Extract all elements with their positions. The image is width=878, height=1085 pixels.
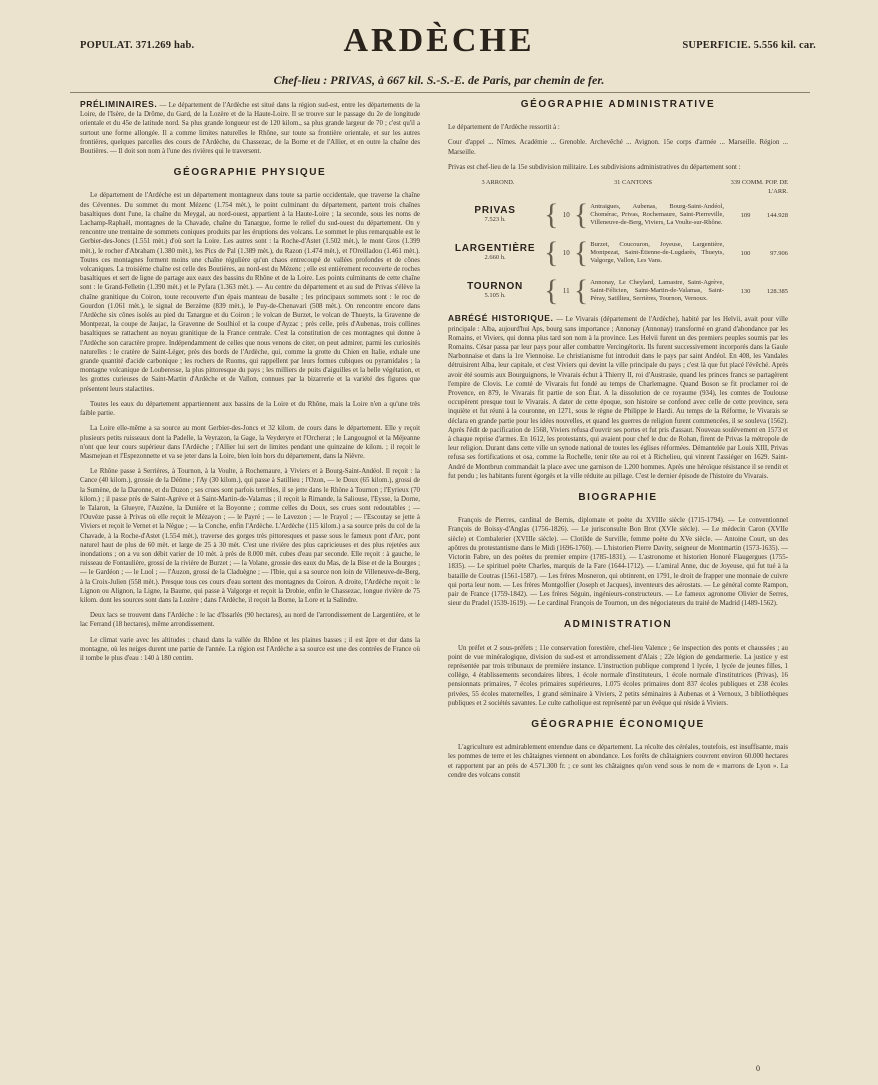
physique-paragraph: Deux lacs se trouvent dans l'Ardèche : le lac d'Issarlès (90 hectares), au nord de l'arrondissement de Largentière, et le lac Ferrand (18 hectares), même arrondissement.: [80, 612, 420, 629]
brace-icon: {: [544, 274, 559, 308]
canton-count: 11: [562, 286, 570, 295]
section-biographie: BIOGRAPHIE: [578, 492, 658, 504]
physique-paragraph: Le Rhône passe à Serrières, à Tournon, à la Voulte, à Rochemaure, à Viviers et à Bourg-Saint-Andéol. Il reçoit : la Cance (40 kilom.), grossie de la Déôme ; l'Ay (30 kilom.), qui passe à Satillieu ; l'Ozon, — le Doux (65 kilom.), grossi de la Sumène, de la Daronne, et du Duzon ; ses crues sont parfois terribles, il se jette dans le Rhône à Tournon ; l'Eyrieux (70 kilom.) ; il passe près de Saint-Agrève et à Saint-Martin-de-Valamas ; il reçoit la Rimande, la Saliouse, l'Eysse, la Dorne, le Talaron, la Glueyre, l'Auzène, la Dunière et la Boyonne ; comme celles du Doux, ses crues sont redoutables ; — l'Ouvèze passe à Privas où elle reçoit le Mézayon ; — le Payré ; — le Lavezon ; — le Frayol ; — l'Escoutay se jette à Viviers et reçoit le Vernet et la Nègue ; — la Conche, enfin l'Ardèche. L'Ardèche (115 kilom.) a sa source près du col de la Chavade, à la Roche-d'Astet (1.554 mèt.), traverse des gorges très pittoresques et passe sous le fameux pont d'Arc, pont naturel haut de plus de 60 mèt. et large de 25 à 30 mèt. C'est une rivière des plus capricieuses et des plus rejetées aux inondations ; on a vu son débit varier de 10 mèt. à près de 8.000 mèt. cubes d'eau par seconde. Elle reçoit : à gauche, le ruisseau de Fontaulière, grossi de la rivière de Burzet ; — la Volane, grossie des eaux du Mas, de la Bise et de la Bourges ; — le Gardéon ; — le Luol ; — l'Auzon, grossi de la Claduègne ; — l'Ibie, qui a sa source non loin de Villeneuve-de-Berg, à la Croix-Julien (558 mèt.). Presque tous ces cours d'eau sortent des montagnes du Coiron. A droite, l'Ardèche reçoit : le Lignon ou Alignon, la Ligne, la Baume, qui passe à Valgorge et reçoit la Drobie, enfin le Chassezac, longue rivière de 75 kilom. dont les sources sont dans la Lozère ; dans l'Ardèche, il reçoit la Borne, la Lore et la Salindre.: [80, 468, 420, 604]
col-communes-pop: 339 COMM. POP. DE L'ARR.: [730, 179, 788, 196]
arrondissement-row: [448, 200, 788, 230]
historique-paragraph: [448, 314, 788, 481]
physique-paragraph: Toutes les eaux du département appartiennent aux bassins de la Loire et du Rhône, mais la Loire n'en a qu'une très faible partie.: [80, 400, 420, 418]
population-label: POPULAT. 371.269 hab.: [80, 40, 195, 51]
administration-paragraph: Un préfet et 2 sous-préfets ; 11e conservation forestière, chef-lieu Valence ; 6e inspection des ponts et chaussées ; au point de vue minéralogique, division du sud-est et arrondissement d'Alais ; 22e légion de gendarmerie. La justice y est représentée par trois tribunaux de première instance. L'instruction publique comprend 1 lycée, 1 lycée de jeunes filles, 1 collège, 4 établissements secondaires libres, 1 école normale d'instituteurs, 1 école normale d'institutrices (Privas), 16 pensionnats primaires, 7 écoles primaires supérieures, 1.075 écoles primaires dont 837 écoles publiques et 238 écoles privées, 55 écoles maternelles, 1 grand séminaire à Viviers, 2 petits séminaires à Aubenas et à Vernoux, 3 bibliothèques publiques et 2 sociétés savantes. Le culte catholique est représenté par un évêque qui réside à Viviers.: [448, 644, 788, 707]
col-cantons: 31 CANTONS: [613, 179, 653, 187]
section-geographie-economique: GÉOGRAPHIE ÉCONOMIQUE: [531, 718, 705, 730]
historique-heading: ABRÉGÉ HISTORIQUE.: [448, 313, 554, 324]
arrondissement-pop: 2.660 h.: [484, 254, 506, 262]
arrondissement-table-header: [448, 178, 788, 196]
page-title: ARDÈCHE: [343, 22, 535, 59]
page-number: 0: [756, 1064, 760, 1073]
physique-paragraph: Le climat varie avec les altitudes : chaud dans la vallée du Rhône et les plaines basses ; il est âpre et dur dans la montagne, où les neiges durent une partie de l'année. La région est l'Ardèche a sa source est une des contrées de France où il tombe le plus d'eau : 140 à 180 centim.: [80, 636, 420, 662]
physique-paragraph: La Loire elle-même a sa source au mont Gerbier-des-Joncs et 32 kilom. de cours dans le département. Elle y reçoit plusieurs petits ruisseaux dont la Padelle, la Veyrazon, la Gage, la Veyderyre et l'Orcherat ; le Langougnol et la Méjeanne n'ont que leur cours supérieur dans l'Ardèche ; l'Allier lui sert de limites pendant une quinzaine de kilom. ; il reçoit le Masmejean et l'Espezonnette et va se jeter dans la Loire, bien loin hors du département, dans la Nièvre.: [80, 425, 420, 460]
brace-icon: {: [573, 274, 589, 308]
arrondissement-name: PRIVAS: [474, 205, 516, 217]
right-column: [448, 100, 788, 786]
admin-intro: Le département de l'Ardèche ressortit à :: [448, 124, 560, 132]
physique-paragraph: Le département de l'Ardèche est un département montagneux dans toute sa partie occidentale, que traverse la chaîne des Cévennes. Du sommet du mont Mézenc (1.754 mèt.), le point culminant du département, partent trois chaînes basaltiques dont l'une, la chaîne du Meygal, au nord-ouest, appartient à la Haute-Loire ; la seconde, sous les noms de Lachamp-Raphaël, montagnes de la Chavade, chaîne du Tanargue, forme le relief du sud-ouest du département. On y rencontre une trentaine de sommets coniques produits par les éruptions des volcans. Le sommet le plus remarquable est le Gerbier-des-Joncs (1.551 mèt.) d'où sort la Loire. Les autres sont : la Roche-d'Astet (1.502 mèt.), le mont Gros (1.399 mèt.), le rocher d'Abraham (1.380 mèt.), les Pics de Pal (1.389 mèt.), du Razon (1.474 mèt.), et l'Oreilladou (1.461 mèt.). Toutes ces montagnes forment moins une chaîne régulière qu'un chaos entrecoupé de vallées profondes et de cônes volcaniques. La troisième chaîne est celle des Boutières, au nord-est du Mézenc ; elle est entièrement recouverte de roches basaltiques et sert de ligne de partage aux eaux des bassins du Rhône et de la Loire. Les points culminants de cette chaîne sont : le Grand-Felletin (1.390 mèt.) et le Pyfara (1.363 mèt.). — Au centre du département et au sud de Privas s'élève la chaîne granitique du Coiron, toute recouverte d'un épais manteau de basalte ; les principaux sommets sont : le roc de Gourdon (1.061 mèt.), le signal de Berzème (839 mèt.), le Puy-de-Chenavari (508 mèt.). On rencontre encore dans l'Ardèche six cônes isolés au pied du Tanargue et du Coiron ; le volcan de Burzet, le volcan de Thueyts, la Gravenne de Montpezat, la coupe de Jaujac, la Gravenne de Soulhiol et la coupe d'Ayzac ; près celle, près d'Aubenas, trois collines basaltiques se rattachent au noyau granitique de la France centrale. C'est la constitution de ces montagnes qui donne à l'Ardèche son caractère propre. Indépendamment de celles que nous venons de citer, on peut admirer, parmi les curiosités naturelles : le cratère de Saint-Léger, près des bords de l'Ardèche, qui, comme la grotte du Chien en Italie, exhale une grande quantité d'acide carbonique ; les rochers de Ruoms, qui rappellent par leurs formes cubiques ou pyramidales ; la montagne volcanique de Louberesse, la plus pittoresque du pays ; les milliers de puits d'aiguilles et la belle végétation, et les grottes curieuses de Saint-Martin d'Ardèche et de Vallon, connues par la bizarrerie et la variété des figures que présentent leurs stalactites.: [80, 192, 420, 393]
arrondissement-pop: 7.523 h.: [484, 216, 506, 224]
section-administration: ADMINISTRATION: [563, 619, 673, 631]
canton-count: 10: [562, 248, 570, 257]
arrondissement-population: 97.906: [770, 249, 788, 257]
page-subtitle: Chef-lieu : PRIVAS, à 667 kil. S.-S.-E. de Paris, par chemin de fer.: [273, 73, 605, 87]
arrondissement-pop: 5.105 h.: [484, 292, 506, 300]
arrondissement-population: 144.928: [766, 211, 788, 219]
brace-icon: {: [573, 236, 589, 270]
header-divider: [70, 92, 810, 93]
surface-label: SUPERFICIE. 5.556 kil. car.: [682, 40, 816, 51]
left-column: [80, 100, 420, 669]
canton-list: Annonay, Le Cheylard, Lamastre, Saint-Agrève, Saint-Félicien, Saint-Martin-de-Valamas, Saint-Péray, Satillieu, Serrières, Tournon, Vernoux.: [590, 279, 724, 303]
commune-count: 100: [740, 249, 751, 257]
preliminaires-text: — Le département de l'Ardèche est situé dans la région sud-est, entre les départements de la Loire, de l'Isère, de la Drôme, du Gard, de la Lozère et de la Haute-Loire. Il se trouve sur le passage du 2e de longitude orientale et du 45e de latitude nord. Sa plus grande longueur est de 120 kilom., sa plus grande largeur de 70 ; c'est qu'il a surtout une forme allongée. Il a comme limites naturelles le Rhône, sur toute sa frontière orientale, et sur les autres frontières, quelques parcelles des cours de l'Ardèche, du Chassezac, de la Borne et de l'Allier, et en outre la chaîne des Boutières. — Il doit son nom à l'une des rivières qui le traversent.: [80, 102, 420, 156]
arrondissement-row: [448, 238, 788, 268]
admin-ressort: Cour d'appel ... Nîmes. Académie ... Grenoble. Archevêché ... Avignon. 15e corps d'armée ... Marseille. Région ... Marseille.: [448, 139, 788, 156]
section-geographie-administrative: GÉOGRAPHIE ADMINISTRATIVE: [520, 99, 716, 110]
economique-paragraph: L'agriculture est admirablement entendue dans ce département. La récolte des céréales, toutefois, est insuffisante, mais les pommes de terre et les châtaignes viennent en abondance. Les forêts de châtaigniers couvrent environ 60.000 hectares et rapportent par an près de 4.571.300 fr. ; ce sont les châtaignes qu'on vend sous le nom de « marrons de Lyon ». La cendre des volcans constit: [448, 744, 788, 779]
arrondissement-name: LARGENTIÈRE: [454, 243, 536, 255]
admin-intro-2: Privas est chef-lieu de la 15e subdivision militaire. Les subdivisions administratives du département sont :: [448, 163, 741, 171]
arrondissement-population: 128.385: [766, 287, 788, 295]
arrondissement-name: TOURNON: [467, 281, 524, 293]
canton-list: Antraigues, Aubenas, Bourg-Saint-Andéol, Chomérac, Privas, Rochemaure, Saint-Pierreville, Villeneuve-de-Berg, Viviers, La Voulte-sur-Rhône.: [590, 203, 724, 227]
preliminaires-paragraph: [80, 100, 420, 156]
preliminaires-heading: PRÉLIMINAIRES.: [80, 99, 158, 109]
col-arrondissements: 3 ARROND.: [481, 179, 515, 187]
canton-count: 10: [562, 210, 570, 219]
biographie-paragraph: François de Pierres, cardinal de Bernis, diplomate et poète du XVIIIe siècle (1715-1794). — Le conventionnel François de Boissy-d'Anglas (1756-1826). — Le jurisconsulte Bon Brot (XVIe siècle). — Le médecin Caron (XVIIe siècle) et Combalerier (XVIIIe siècle). — Clotilde de Surville, femme poète du XVe siècle. — Antoine Court, un des apôtres du protestantisme dans le Midi (1696-1760). — L'historien Pierre Davity, seigneur de Montmartin (1573-1635). — Victorin Fabre, un des poètes du premier empire (1785-1831). — L'astronome et historien Honoré Flaugergues (1755-1835). — Le spirituel poète Charles, marquis de la Fare (1644-1712). — L'amiral Anne, duc de Joyeuse, qui fut tué à la bataille de Coutras (1561-1587). — Les frères Mosneron, qui obtinrent, en 1791, le droit de frapper une monnaie de cuivre qui porta leur nom. — Les frères Montgolfier (Joseph et Jacques), inventeurs des aérostats. — Le général comte Rampon, pair de France (1759-1842). — Les frères Séguin, ingénieurs-constructeurs. — Le fameux agronome Olivier de Serres, sieur du Pradel (1539-1619). — Le cardinal François de Tournon, un des négociateurs du traité de Madrid (1489-1562).: [448, 517, 788, 608]
commune-count: 130: [740, 287, 751, 295]
brace-icon: {: [544, 198, 559, 232]
commune-count: 109: [740, 211, 751, 219]
brace-icon: {: [573, 198, 589, 232]
canton-list: Burzet, Coucouron, Joyeuse, Largentière, Montpezat, Saint-Étienne-de-Lugdarès, Thueyts, Valgorge, Vallon, Les Vans.: [590, 241, 724, 265]
arrondissement-row: [448, 276, 788, 306]
brace-icon: {: [544, 236, 559, 270]
section-geographie-physique: GÉOGRAPHIE PHYSIQUE: [173, 167, 327, 179]
historique-text: — Le Vivarais (département de l'Ardèche), habité par les Helvii, avait pour ville principale : Alba, aujourd'hui Aps, bourg sans importance ; Annonay (Annonay) transformé en grand d'abondance par les Romains, et Viviers, qui donna plus tard son nom à la province. Les Helvii furent un des premiers peuples soumis par les Romains. César passa par leur pays pour aller combattre Vercingétorix. Ils furent successivement incorporés dans la Gaule Narbonnaise et dans la 1re Viennoise. Le christianisme fut introduit dans le pays par saint Andéol. En 408, les Vandales détruisirent Alba, leur capitale, et c'est Viviers qui devint la ville principale du pays ; c'est là que fut placé l'évêché. Après avoir été soumis aux Bourguignons, le Vivarais échut à Thierry II, roi d'Austrasie, quand les princes francs se partagèrent l'empire de Clovis. Le comté de Vivarais fut fondé au temps de Charlemagne. Quand Boson se fit proclamer roi de Provence, en 879, le Vivarais fit partie de son État. A la dissolution de ce royaume (934), les comtes de Toulouse occupèrent presque tout le Vivarais. A dater de cette époque, son histoire se confond avec celle de cette province, sera inquiète et fut réuni à la couronne, en 1271, sous le règne de Philippe le Hardi. Au temps de la Réforme, le Vivarais se déclara en grande partie pour les idées nouvelles, et quand les guerres de religion furent commencées, il se souleva (1562). Après l'édit de pacification de 1568, Viviers refusa d'ouvrir ses portes et fut pris d'assaut. Nouveau soulèvement en 1573 et à chaque reprise d'armes. En 1612, les protestants, qui avaient pour chef le duc de Rohan, firent de Privas la métropole de leur religion. Durant dans cette ville un synode national de toutes les églises réformées. Démantelée par Louis XIII, Privas refusa ses fortifications et osa, comme la Rochelle, tenir tête au roi et à Richelieu, qui vinrent l'assiéger en 1629. Saint-André de Montbrun commandait la place avec une garnison de 1.200 hommes. Après une héroïque résistance il se rendit et fut pendu ; les habitants furent égorgés et la ville réduite au pillage. C'est le dernier épisode de l'histoire du Vivarais.: [448, 316, 788, 480]
